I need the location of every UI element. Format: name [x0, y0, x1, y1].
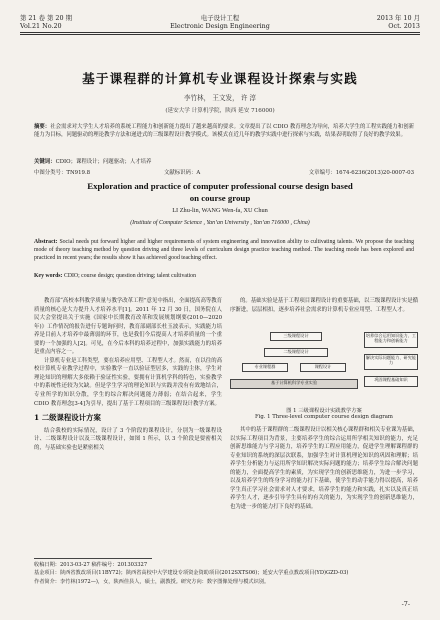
course-design-box: 课程设计: [300, 363, 346, 372]
english-title: [0, 180, 440, 204]
classification-codes: [34, 168, 414, 177]
abstract-cn-label: 摘要：: [34, 124, 51, 130]
footnote-rule: [34, 558, 152, 559]
body-paragraph: 教育部“高校本科教学质量与教学改革工程”意见中指出，全面提高高等教育质量的核心是大力提升人才培养水平[1]。2011 年 12 月 30 日，国务院在人民大会堂提出关于实施《国家中长期教育改革和发展规划纲要(2010—2020 年)》工作情况的报告进行专题询问时，教育部副部长杜玉波表示，实践能力培养是目前人才培养中最薄弱的环节，也是我们今后提高人才培养质量的一个重要的一个加强的人[2]。可见，在今后本科的培养过程中，加强实践能力的培养是重点内容之一。: [34, 298, 223, 356]
received-date: 收稿日期：2013-03-27 稿件编号：201303327: [34, 562, 148, 568]
keywords-cn-text: CDIO；课程设计；问题驱动；人才培养: [55, 159, 152, 165]
keywords-cn: [34, 157, 414, 165]
journal-name-cn: 电子设计工程: [200, 14, 240, 22]
english-affiliation: (Institute of Computer Science , Yan’an University , Yan’an 716000 , China): [130, 220, 310, 226]
issue-date-cn: 2013 年 10 月: [376, 14, 420, 22]
outcome-box-3: 巩固课程基础知识: [364, 376, 418, 387]
body-right-column-bottom: [230, 426, 418, 511]
abstract-cn-text: 社会需求对大学生人才培养的系统工程能力和创新能力提出了越来越高的要求。文章提出了以 CDIO 教育理念为导向，培养大学生的工程实践能力和创新能力为目标，问题驱动的理论教学方法和递进式的三级课程设计教学模式。该模式在近几年的教学实践中进行探索与实践，结果表明取得了良好的教学效果。: [34, 124, 414, 139]
base-experiment-box: 基于计算机科学专业实验: [230, 379, 358, 389]
english-title-line1: Exploration and practice of computer professional course design based: [87, 181, 353, 191]
keywords-cn-label: 关键词：: [34, 159, 56, 165]
figure-1-diagram: [230, 332, 418, 412]
body-paragraph: 的。基础实验是基于工程项目课程设计的重要基础，以三级课程设计实是循序渐进，层层相扣，逐步培养社会需求的计算机专业应用型、工程型人才。: [230, 298, 418, 313]
clc-code: 中图分类号：TN919.8: [34, 170, 91, 176]
article-number: 文章编号：1674-6236(2013)20-0007-03: [308, 170, 414, 176]
english-abstract: [34, 238, 414, 262]
abstract-cn: [34, 123, 414, 140]
english-keywords: [34, 273, 414, 279]
english-keywords-label: Key words:: [34, 273, 63, 279]
page-number: -7-: [401, 600, 410, 608]
paper-title: 基于课程群的计算机专业课程设计探索与实践: [82, 71, 358, 86]
fund-note: 基金项目：陕西省教改项目(11BY72)；陕西省高校中大学建设专项资金资助项目(2012SXTS06)；延安大学重点教改项目(YD)GZD-03): [34, 570, 349, 577]
body-right-column-top: [230, 297, 418, 314]
figure-caption-cn: 图 1 三级课程设计实践教学方案: [286, 408, 362, 414]
english-keywords-text: CDIO; course design; question driving; talent cultivation: [63, 273, 196, 279]
footnotes: [34, 561, 414, 586]
level2-box: 二级课程设计: [264, 348, 328, 357]
course-group-box: 专业课程群: [242, 363, 288, 372]
level3-box: 三级课程设计: [270, 332, 322, 341]
authors: 李竹林， 王文发， 许 淳: [183, 94, 257, 102]
document-code: 文献标识码：A: [164, 170, 201, 176]
english-abstract-label: Abstract:: [34, 239, 58, 245]
volume-en: Vol.21 No.20: [20, 22, 62, 30]
affiliation: (延安大学 计算机学院，陕西 延安 716000): [165, 108, 275, 114]
body-paragraph: 结合我校的实际情况，设计了 3 个阶段的课程设计，分别为一级课程设计、二级课程设计以及三级课程设计，如图 1 所示，以 3 个阶段是要密相关的，与基础实验也是紧密相关: [34, 427, 222, 451]
figure-caption-en: Fig. 1 Three-level computer course design diagram: [255, 414, 393, 420]
body-left-column: [34, 297, 222, 452]
body-paragraph: 其中的基于课程群的二级课程设计以相关核心课程群和相关专业课为基础，以实际工程项目为背景，主要培养学生的综合运用所学相关知识的能力，充足创新思维能力与学习能力，培养学生的工程应用能力，促进学生理解课程群的专业知识的系统的深层次联系，加强学生对计算机理论知识的巩固和理解；培养学生分析能力与运用所学知识解决实际问题的能力；培养学生综合解决问题的能力，全面提高学生的素质，为实现学生的创新思维能力，为进一步学习，以及培养学生的终身学习的能力打下基础，使学生的动手能力得以提高，培养学生真正学习社会需求对人才要求，培养学生的能力和实践，扎实以及真正培养学生人才，逐步引导学生具有的有关的能力，为实现学生的创新思维能力，也为进一步的能力打下良好的基础。: [230, 427, 418, 510]
issue-date-en: Oct. 2013: [388, 22, 420, 30]
section-heading: 1 二级课程设计方案: [34, 413, 101, 423]
body-paragraph: 计算机专业是工科类型，要在培养应用型、工程型人才。然而，在以往的高校计算机专业教学过程中，实验教学一直以验证型居多，实践的主体，学生对理论知识的理解大多依赖于验证性实验，要拥有计算机学科的特色，实验教学中的系统性还较为欠缺。但是学生学习的理论知识与实践并没有有效地结合，专业所学的知识分散，学生的综合解决问题能力薄弱；在结合起来，学生 CDIO 教育理念[3-4]为引导，提出了基于工程项目的三级课程设计教学方案。: [34, 357, 222, 407]
volume-cn: 第 21 卷 第 20 期: [20, 14, 72, 22]
journal-name-en: Electronic Design Engineering: [170, 22, 270, 30]
english-title-line2: on course group: [189, 193, 251, 203]
english-authors: LI Zhu-lin, WANG Wen-fa, XU Chun: [172, 207, 268, 214]
header-rule: [20, 32, 420, 33]
author-bio: 作者简介：李竹林(1972—)，女，陕西佳县人，硕士，副教授。研究方向：数字图像处理与模式识别。: [34, 578, 270, 585]
outcome-box-2: 解决实际问题能力、研究能力: [364, 354, 418, 370]
outcome-box-1: 培养综合运用知识能力、工程能力和创新能力: [364, 332, 418, 348]
english-abstract-text: Social needs put forward higher and higher requirements of system engineering and innovation ability to cultivating talents. We propose the teaching mode of theory teaching method by question driving and three levels of curriculum design practice teaching method. The teaching mode has been explored and practiced in recent years; the results show it has achieved good teaching effect.: [34, 239, 414, 262]
header-rule-thin: [20, 34, 420, 35]
